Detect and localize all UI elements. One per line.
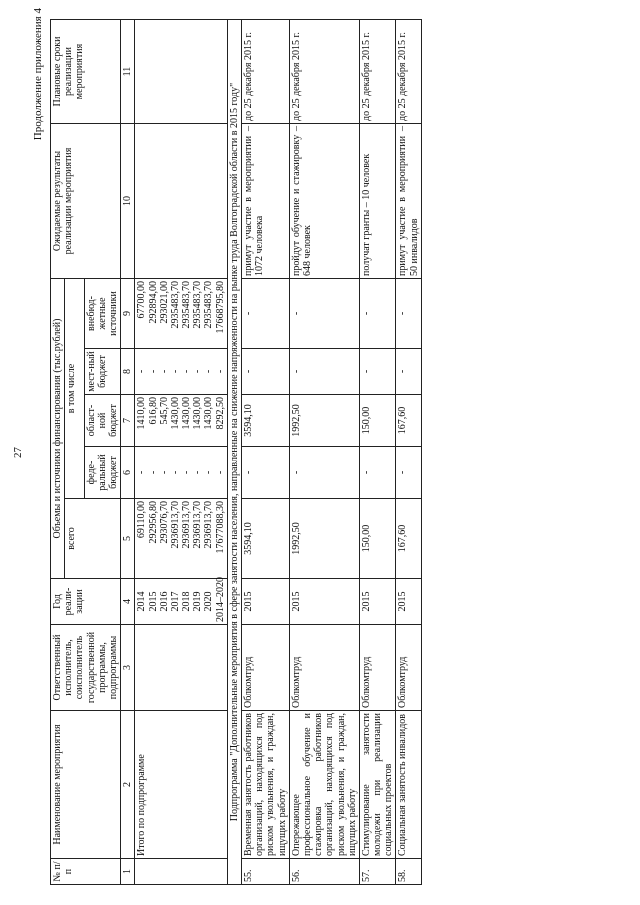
row-num: 58. (396, 859, 421, 885)
row-local: - (359, 349, 396, 395)
program-table (50, 19, 422, 885)
row-year: 2015 (359, 579, 396, 625)
row-federal: - (289, 447, 359, 499)
total-years: 2014 2015 2016 2017 2018 2019 2020 2014–2020 (135, 579, 228, 625)
row-responsible: Облкомтруд (289, 625, 359, 711)
column-number: 5 (121, 499, 135, 579)
row-extra: - (359, 279, 396, 349)
subprogram-row (227, 20, 241, 885)
total-federal: - - - - - - - - (135, 447, 228, 499)
row-extra: - (289, 279, 359, 349)
row-local: - (396, 349, 421, 395)
row-regional: 167,60 (396, 395, 421, 447)
header-terms: Плановые сроки реализации мероприятия (51, 20, 121, 124)
column-number: 9 (121, 279, 135, 349)
header-local: мест-ный бюджет (84, 349, 121, 395)
header-funding: Объемы и источники финансирования (тыс.рублей) (51, 279, 65, 579)
row-federal: - (242, 447, 290, 499)
row-term: до 25 декабря 2015 г. (396, 20, 421, 124)
header-results: Ожидаемые результаты реализации мероприятия (51, 124, 121, 279)
header-total: всего (65, 499, 121, 579)
header-name: Наименование мероприятия (51, 711, 121, 859)
row-federal: - (359, 447, 396, 499)
header-responsible: Ответственный исполнитель, соисполнитель государственной программы, подпрограммы (51, 625, 121, 711)
row-responsible: Облкомтруд (359, 625, 396, 711)
column-number: 11 (121, 20, 135, 124)
header-year: Год реали-зации (51, 579, 121, 625)
header-num: № п/п (51, 859, 121, 885)
row-term: до 25 декабря 2015 г. (242, 20, 290, 124)
row-num: 55. (242, 859, 290, 885)
table-row (289, 20, 359, 885)
column-number: 6 (121, 447, 135, 499)
row-term: до 25 декабря 2015 г. (289, 20, 359, 124)
row-total: 3594,10 (242, 499, 290, 579)
column-number: 4 (121, 579, 135, 625)
total-row-label: Итого по подпрограмме (135, 711, 228, 859)
column-number: 10 (121, 124, 135, 279)
page-number: 27 (12, 447, 24, 458)
column-number-row (121, 20, 135, 885)
row-regional: 3594,10 (242, 395, 290, 447)
column-number: 2 (121, 711, 135, 859)
row-name: Стимулирование занятости молодежи при реализации социальных проектов (359, 711, 396, 859)
column-number: 1 (121, 859, 135, 885)
row-local: - (289, 349, 359, 395)
continuation-label: Продолжение приложения 4 (32, 8, 44, 141)
column-number: 8 (121, 349, 135, 395)
row-regional: 150,00 (359, 395, 396, 447)
total-amounts: 69110,00 292956,80 293076,70 2936913,70 2936913,70 2936913,70 2936913,70 17677088,30 (135, 499, 228, 579)
header-federal: феде-ральный бюджет (84, 447, 121, 499)
total-extra: 67700,00 292894,00 293021,00 2935483,70 2935483,70 2935483,70 2935483,70 17668795,80 (135, 279, 228, 349)
total-regional: 1410,00 616,80 545,70 1430,00 1430,00 1430,00 1430,00 8292,50 (135, 395, 228, 447)
header-extra: внебюд-жетные источники (84, 279, 121, 349)
row-federal: - (396, 447, 421, 499)
subprogram-title: Подпрограмма "Дополнительные мероприятия в сфере занятости населения, направленные на снижение напряженности на рынке труда Волгоградской области в 2015 году" (227, 20, 241, 885)
row-year: 2015 (396, 579, 421, 625)
row-name: Временная занятость работников организаций, находящихся под риском увольнения, и граждан, ищущих работу (242, 711, 290, 859)
row-result: примут участие в мероприятии – 50 инвалидов (396, 124, 421, 279)
column-number: 3 (121, 625, 135, 711)
total-local: - - - - - - - - (135, 349, 228, 395)
row-result: получат гранты – 10 человек (359, 124, 396, 279)
row-total: 150,00 (359, 499, 396, 579)
row-regional: 1992,50 (289, 395, 359, 447)
row-total: 1992,50 (289, 499, 359, 579)
header-in-that: в том числе (65, 279, 84, 499)
table-row (396, 20, 421, 885)
total-row (135, 20, 228, 885)
row-year: 2015 (289, 579, 359, 625)
row-num: 57. (359, 859, 396, 885)
row-name: Социальная занятость инвалидов (396, 711, 421, 859)
row-extra: - (242, 279, 290, 349)
row-total: 167,60 (396, 499, 421, 579)
row-result: примут участие в мероприятии – 1072 человека (242, 124, 290, 279)
row-local: - (242, 349, 290, 395)
row-name: Опережающее профессиональное обучение и стажировка работников организаций, находящихся под риском увольнения, и граждан, ищущих работу (289, 711, 359, 859)
row-responsible: Облкомтруд (242, 625, 290, 711)
row-result: пройдут обучение и стажировку – 648 человек (289, 124, 359, 279)
column-number: 7 (121, 395, 135, 447)
row-responsible: Облкомтруд (396, 625, 421, 711)
row-num: 56. (289, 859, 359, 885)
row-year: 2015 (242, 579, 290, 625)
table-row (242, 20, 290, 885)
table-row (359, 20, 396, 885)
row-term: до 25 декабря 2015 г. (359, 20, 396, 124)
header-regional: област-ной бюджет (84, 395, 121, 447)
row-extra: - (396, 279, 421, 349)
